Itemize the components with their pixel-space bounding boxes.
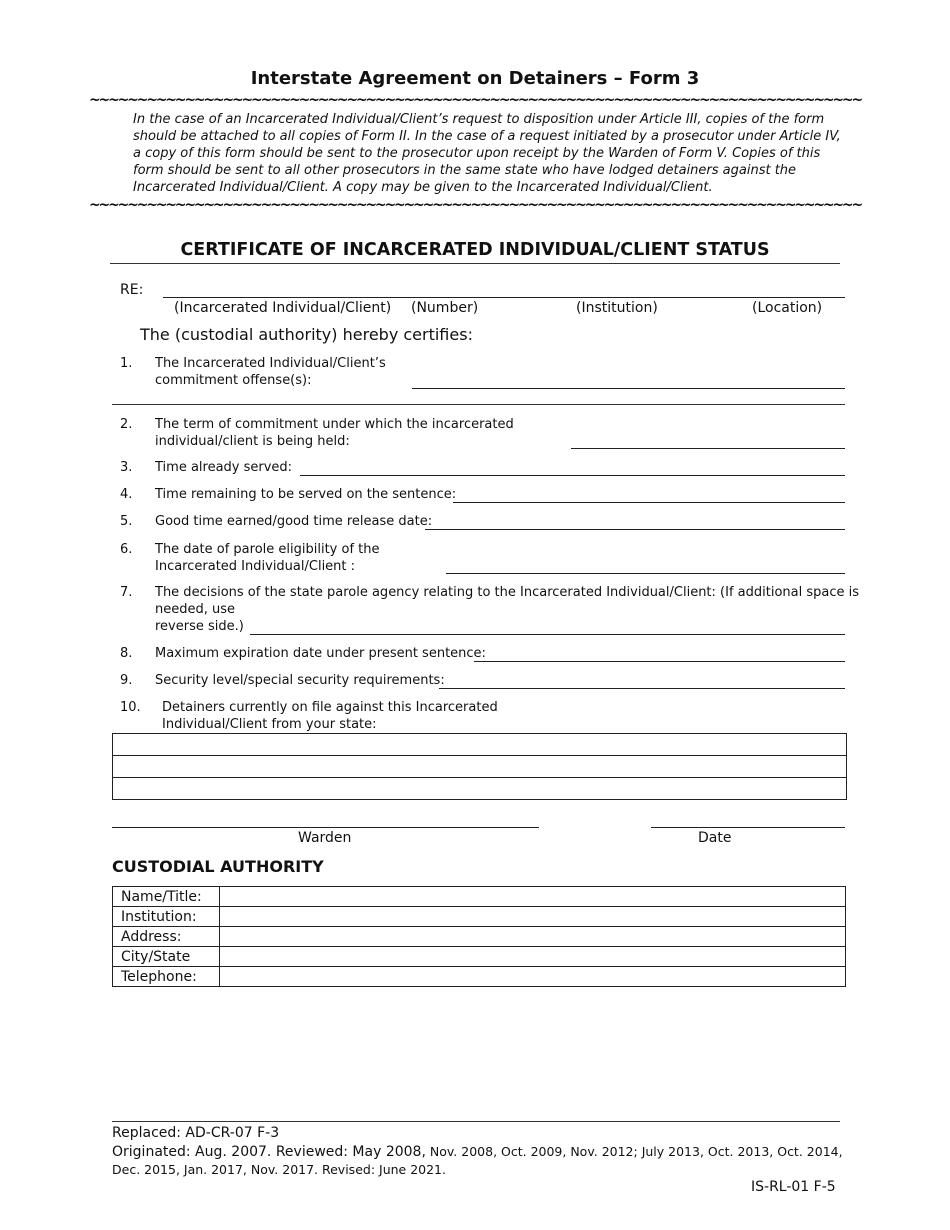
row-label: Address: xyxy=(113,927,220,947)
item-number: 4. xyxy=(120,487,133,502)
detainers-row[interactable] xyxy=(113,778,846,799)
re-caption-location: (Location) xyxy=(752,300,823,316)
item-number: 6. xyxy=(120,542,133,557)
instructions-paragraph: In the case of an Incarcerated Individual/Client’s request to disposition under Article III, copies of the form should be attached to all copies of Form II. In the case of a request initiated by a prosecutor under Article IV, a copy of this form should be sent to the prosecutor upon receipt by the Warden of Form V. Copies of this form should be sent to all other prosecutors in the same state who have lodged detainers against the Incarcerated Individual/Client. A copy may be given to the Incarcerated Individual/Client. xyxy=(133,112,841,195)
custodial-authority-table xyxy=(112,886,846,987)
item-number: 10. xyxy=(120,700,141,715)
detainers-row[interactable] xyxy=(113,756,846,778)
re-label: RE: xyxy=(120,282,144,298)
item-1-label-line2: commitment offense(s): xyxy=(155,373,312,388)
item-9-input-line[interactable] xyxy=(439,688,845,689)
title-underline xyxy=(110,263,840,264)
table-row xyxy=(113,927,846,947)
tilde-divider-top: ~~~~~~~~~~~~~~~~~~~~~~~~~~~~~~~~~~~~~~~~~~~~~~~~~~~~~~~~~~~~~~~~~~~~~~~~~~~~~~~~~ xyxy=(89,92,861,108)
item-number: 2. xyxy=(120,417,133,432)
re-caption-institution: (Institution) xyxy=(576,300,658,316)
item-1-second-line[interactable] xyxy=(112,404,845,405)
telephone-field[interactable] xyxy=(220,967,846,987)
item-7-label-line2: needed, use xyxy=(155,602,236,617)
tilde-divider-bottom: ~~~~~~~~~~~~~~~~~~~~~~~~~~~~~~~~~~~~~~~~~~~~~~~~~~~~~~~~~~~~~~~~~~~~~~~~~~~~~~~~~ xyxy=(89,197,861,213)
address-field[interactable] xyxy=(220,927,846,947)
form-code: IS-RL-01 F-5 xyxy=(751,1179,836,1195)
item-2-label-line2: individual/client is being held: xyxy=(155,434,350,449)
detainers-box xyxy=(112,733,847,800)
item-number: 9. xyxy=(120,673,133,688)
item-9-label: Security level/special security requirements: xyxy=(155,673,445,688)
date-caption: Date xyxy=(698,830,732,846)
certificate-title: CERTIFICATE OF INCARCERATED INDIVIDUAL/CLIENT STATUS xyxy=(180,240,770,260)
table-row xyxy=(113,887,846,907)
table-row xyxy=(113,967,846,987)
item-10-label-line1: Detainers currently on file against this Incarcerated xyxy=(162,700,498,715)
item-2-input-line[interactable] xyxy=(571,448,845,449)
row-label: City/State xyxy=(113,947,220,967)
table-row xyxy=(113,947,846,967)
item-1-label-line1: The Incarcerated Individual/Client’s xyxy=(155,356,386,371)
item-7-label-line1: The decisions of the state parole agency relating to the Incarcerated Individual/Client: (If additional space is xyxy=(155,585,859,600)
custodial-authority-heading: CUSTODIAL AUTHORITY xyxy=(112,857,324,876)
item-8-label: Maximum expiration date under present sentence: xyxy=(155,646,486,661)
date-signature-line[interactable] xyxy=(651,827,845,828)
re-input-line[interactable] xyxy=(163,297,845,298)
item-number: 8. xyxy=(120,646,133,661)
item-3-label: Time already served: xyxy=(155,460,293,475)
warden-signature-line[interactable] xyxy=(112,827,539,828)
footer-revision-history: Dec. 2015, Jan. 2017, Nov. 2017. Revised: June 2021. xyxy=(112,1162,446,1177)
item-10-label-line2: Individual/Client from your state: xyxy=(162,717,377,732)
item-number: 1. xyxy=(120,356,133,371)
form-title: Interstate Agreement on Detainers – Form 3 xyxy=(250,68,700,89)
item-number: 7. xyxy=(120,585,133,600)
item-2-label-line1: The term of commitment under which the incarcerated xyxy=(155,417,514,432)
re-caption-individual: (Incarcerated Individual/Client) xyxy=(174,300,392,316)
item-8-input-line[interactable] xyxy=(474,661,845,662)
detainers-row[interactable] xyxy=(113,734,846,756)
name-title-field[interactable] xyxy=(220,887,846,907)
footer-replaced: Replaced: AD-CR-07 F-3 xyxy=(112,1125,280,1141)
row-label: Institution: xyxy=(113,907,220,927)
item-6-label-line2: Incarcerated Individual/Client : xyxy=(155,559,356,574)
item-number: 5. xyxy=(120,514,133,529)
item-3-input-line[interactable] xyxy=(300,475,845,476)
table-row xyxy=(113,907,846,927)
certifies-statement: The (custodial authority) hereby certifies: xyxy=(140,325,473,344)
institution-field[interactable] xyxy=(220,907,846,927)
item-4-label: Time remaining to be served on the sentence: xyxy=(155,487,457,502)
footer-originated-main: Originated: Aug. 2007. Reviewed: May 2008, xyxy=(112,1144,426,1160)
item-6-label-line1: The date of parole eligibility of the xyxy=(155,542,380,557)
re-caption-number: (Number) xyxy=(411,300,479,316)
city-state-field[interactable] xyxy=(220,947,846,967)
item-1-input-line[interactable] xyxy=(412,388,845,389)
item-5-label: Good time earned/good time release date: xyxy=(155,514,433,529)
row-label: Telephone: xyxy=(113,967,220,987)
item-number: 3. xyxy=(120,460,133,475)
footer-originated-rest: Nov. 2008, Oct. 2009, Nov. 2012; July 2013, Oct. 2013, Oct. 2014, xyxy=(425,1144,843,1159)
warden-caption: Warden xyxy=(298,830,352,846)
footer-originated xyxy=(112,1143,843,1162)
item-7-label-line3: reverse side.) xyxy=(155,619,244,634)
item-4-input-line[interactable] xyxy=(453,502,845,503)
item-5-input-line[interactable] xyxy=(425,529,845,530)
footer-rule xyxy=(112,1121,840,1122)
item-7-input-line[interactable] xyxy=(250,634,845,635)
row-label: Name/Title: xyxy=(113,887,220,907)
item-6-input-line[interactable] xyxy=(446,573,845,574)
